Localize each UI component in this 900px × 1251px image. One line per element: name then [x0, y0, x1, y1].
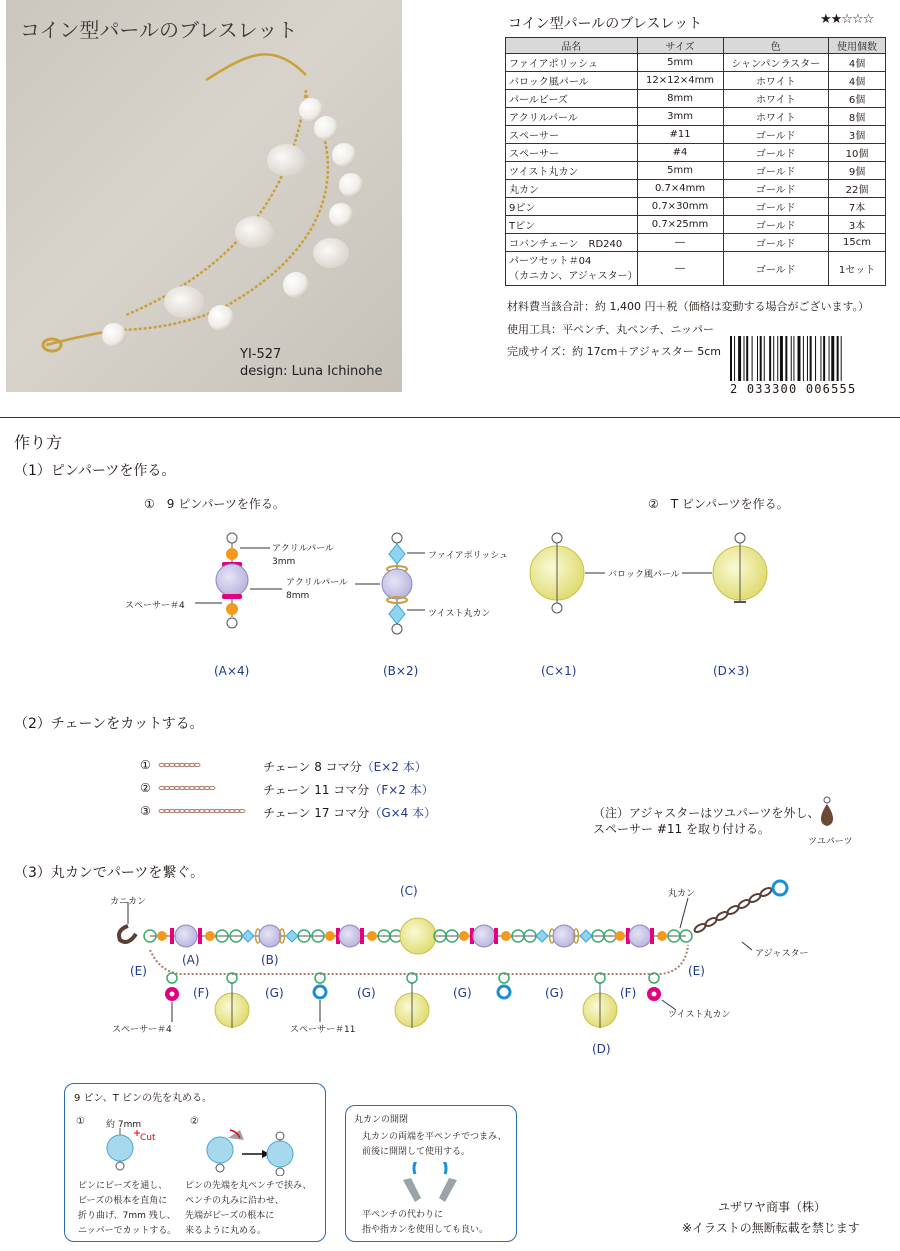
baroque-pearl — [400, 918, 436, 954]
cell-line: パーツセット＃04 — [509, 255, 592, 267]
cell-size: 0.7×30mm — [637, 198, 723, 216]
label-twist-asm: ツイスト丸カン — [668, 1010, 731, 1020]
barcode-bar — [823, 336, 825, 381]
cell-color: ゴールド — [723, 198, 829, 216]
cell-name: スペーサー — [506, 144, 638, 162]
barcode-bar — [746, 336, 748, 381]
copyright-notice: ※イラストの無断転載を禁じます — [682, 1221, 860, 1235]
clasp-icon — [119, 926, 136, 942]
note-line2: スペーサー #11 を取り付ける。 — [593, 822, 770, 836]
fire-polish-bead — [580, 930, 592, 942]
cell-color: ゴールド — [723, 252, 829, 286]
label-twist: ツイスト丸カン — [428, 609, 491, 619]
barcode-bar — [780, 336, 783, 381]
barcode-bar — [744, 336, 745, 381]
tag-b: (B) — [261, 953, 279, 967]
tip-ring-title: 丸カンの開閉 — [354, 1115, 409, 1125]
fire-polish-bead — [286, 930, 298, 942]
cell-size: 5mm — [637, 162, 723, 180]
cell-size: #11 — [637, 126, 723, 144]
barcode-bar — [760, 336, 762, 381]
product-photo — [6, 0, 402, 392]
instructions-heading: 作り方 — [14, 433, 63, 452]
tip-pin-length: 約 7mm — [106, 1120, 142, 1130]
tip-line: 丸カンの両端を平ペンチでつまみ、 — [362, 1132, 507, 1142]
chain-samples — [140, 755, 260, 815]
jump-ring — [167, 973, 177, 983]
company-name: ユザワヤ商事（株） — [718, 1200, 827, 1214]
divider — [0, 417, 900, 418]
flower-center — [170, 992, 175, 997]
cell-color: ゴールド — [723, 162, 829, 180]
barcode-bar — [757, 336, 758, 381]
spacer-4 — [198, 928, 202, 944]
flower-center — [652, 992, 657, 997]
table-row — [506, 234, 886, 252]
cell-qty: 7本 — [829, 198, 886, 216]
leader-line — [680, 898, 688, 928]
tip-line: 平ペンチの代わりに — [362, 1210, 444, 1220]
tip-pin-text1 — [78, 1179, 176, 1239]
fire-polish-bead — [536, 930, 548, 942]
cell-name: 9ピン — [506, 198, 638, 216]
tag-g-2: (G) — [357, 986, 376, 1000]
tag-g-3: (G) — [453, 986, 472, 1000]
label-kanikan: カニカン — [110, 897, 147, 907]
cell-size: 12×12×4mm — [637, 72, 723, 90]
cell-name: パールビーズ — [506, 90, 638, 108]
cell-color: ゴールド — [723, 234, 829, 252]
designer-credit: design: Luna Ichinohe — [240, 364, 383, 379]
cell-line: （カニカン、アジャスター） — [509, 270, 638, 282]
cell-name: ツイスト丸カン — [506, 162, 638, 180]
cell-color: ゴールド — [723, 144, 829, 162]
tip-line: 指や指カンを使用しても良い。 — [362, 1225, 489, 1235]
acrylic-pearl-8mm — [175, 925, 197, 947]
pin-part-a — [216, 533, 248, 628]
caption-c: (C×1) — [541, 664, 577, 678]
cell-color: ゴールド — [723, 216, 829, 234]
header-size: サイズ — [637, 38, 723, 54]
barcode-bar — [777, 336, 778, 381]
pin-part-d — [713, 533, 767, 602]
chain-row-2 — [140, 781, 151, 795]
acrylic-pearl-3mm — [325, 931, 335, 941]
barcode-bar — [764, 336, 765, 381]
chain-tag: （G×4 本） — [369, 806, 437, 820]
barcode-bar — [810, 336, 812, 381]
tip-line: ピンの先端を丸ペンチで挟み、 — [185, 1181, 312, 1191]
cell-qty: 10個 — [829, 144, 886, 162]
chain-tag: （F×2 本） — [369, 783, 434, 797]
label-spacer11-asm: スペーサー＃11 — [290, 1025, 356, 1035]
chain-num-1: ① — [140, 758, 151, 772]
ring-opening-illustration — [385, 1162, 475, 1208]
acrylic-pearl-3mm — [615, 931, 625, 941]
cell-size: 5mm — [637, 54, 723, 72]
table-row — [506, 90, 886, 108]
step3-title: （3）丸カンでパーツを繋ぐ。 — [14, 865, 205, 881]
barcode-bar — [837, 336, 839, 381]
bracelet-illustration — [6, 0, 402, 392]
label-acrylic8-b: 8mm — [286, 591, 310, 601]
tag-d: (D) — [592, 1042, 611, 1056]
table-row — [506, 180, 886, 198]
barcode-number: 2 033300 006555 — [730, 382, 857, 396]
cell-size: #4 — [637, 144, 723, 162]
cell-color: ホワイト — [723, 72, 829, 90]
barcode-bar — [738, 336, 741, 381]
barcode-bar — [730, 336, 732, 381]
chain-text-1 — [263, 758, 427, 775]
acrylic-pearl-3mm — [205, 931, 215, 941]
cell-name — [506, 252, 638, 286]
tip-line: 前後に開閉して使用する。 — [362, 1147, 471, 1157]
acrylic-pearl-8mm — [629, 925, 651, 947]
sheet-title: コイン型パールのブレスレット — [508, 16, 703, 32]
barcode-bar — [803, 336, 804, 381]
cost-text: 材料費当該合計：約 1,400 円＋税（価格は変動する場合がございます。） — [507, 300, 870, 313]
barcode-bar — [791, 336, 792, 381]
table-row — [506, 162, 886, 180]
barcode-bar — [798, 336, 801, 381]
tip-line: 来るように丸める。 — [185, 1226, 267, 1236]
chain-tag: （E×2 本） — [361, 760, 427, 774]
header-name: 品名 — [506, 38, 638, 54]
label-baroque: バロック風パール — [608, 570, 680, 580]
tag-f-left: (F) — [193, 986, 210, 1000]
spacer-4 — [360, 928, 364, 944]
cell-color: ゴールド — [723, 180, 829, 198]
leader-line — [742, 942, 752, 950]
cell-qty: 3本 — [829, 216, 886, 234]
spacer-4 — [650, 928, 654, 944]
tip-line: ビーズの根本を直角に — [78, 1196, 168, 1206]
table-row — [506, 108, 886, 126]
photo-title: コイン型パールのブレスレット — [20, 18, 298, 42]
adjuster-link — [759, 886, 772, 897]
tsuyu-part-icon — [812, 794, 842, 830]
cell-qty: 9個 — [829, 162, 886, 180]
tag-g-1: (G) — [265, 986, 284, 1000]
caption-d: (D×3) — [713, 664, 750, 678]
barcode-bar — [752, 336, 753, 381]
cell-qty: 8個 — [829, 108, 886, 126]
barcode-bar — [831, 336, 834, 381]
spacer-11 — [498, 986, 510, 998]
barcode-bar — [769, 336, 771, 381]
cell-color: ゴールド — [723, 126, 829, 144]
photo-credit — [240, 346, 383, 380]
chain-text-2 — [263, 781, 434, 798]
table-row — [506, 72, 886, 90]
label-acrylic3-b: 3mm — [272, 557, 296, 567]
pin-rounding-illustration — [90, 1126, 310, 1176]
label-marukan: 丸カン — [668, 889, 696, 899]
chain-row-1 — [140, 758, 151, 772]
label-spacer4-asm: スペーサー＃4 — [112, 1025, 172, 1035]
table-row — [506, 198, 886, 216]
tools-text: 使用工具：平ペンチ、丸ペンチ、ニッパー — [507, 323, 715, 336]
table-row — [506, 54, 886, 72]
step1-title: （1）ピンパーツを作る。 — [14, 463, 176, 479]
table-header-row — [506, 38, 886, 54]
spacer-11 — [314, 986, 326, 998]
cell-color: シャンパンラスター — [723, 54, 829, 72]
chain-text: チェーン 17 コマ分 — [263, 806, 370, 820]
label-spacer4: スペーサー＃4 — [125, 601, 185, 611]
cell-color: ホワイト — [723, 90, 829, 108]
materials-table — [505, 37, 886, 286]
tip-line: 折り曲げ、7mm 残し、 — [78, 1211, 176, 1221]
barcode-bar — [807, 336, 808, 381]
tip-pin-title: 9 ピン、T ピンの先を丸める。 — [74, 1093, 213, 1104]
tag-g-4: (G) — [545, 986, 564, 1000]
table-row — [506, 144, 886, 162]
cell-name: スペーサー — [506, 126, 638, 144]
pin-part-c — [530, 533, 584, 613]
table-row — [506, 216, 886, 234]
barcode-bar — [793, 336, 794, 381]
tip-pin-n1: ① — [76, 1116, 85, 1127]
cell-color: ホワイト — [723, 108, 829, 126]
difficulty-stars: ★★☆☆☆ — [820, 12, 874, 27]
tag-e-left: (E) — [130, 964, 147, 978]
barcode-bar — [785, 336, 787, 381]
tip-pin-n2: ② — [190, 1116, 199, 1127]
tag-e-right: (E) — [688, 964, 705, 978]
barcode-bar — [773, 336, 774, 381]
header-color: 色 — [723, 38, 829, 54]
cell-qty: 1セット — [829, 252, 886, 286]
header-qty: 使用個数 — [829, 38, 886, 54]
caption-b: (B×2) — [383, 664, 419, 678]
size-text: 完成サイズ：約 17cm＋アジャスター 5cm — [507, 345, 721, 358]
fire-polish-bead — [242, 930, 254, 942]
product-code: YI-527 — [240, 347, 282, 362]
barcode-bar — [815, 336, 816, 381]
cell-name: バロック風パール — [506, 72, 638, 90]
barcode-bar — [820, 336, 821, 381]
cell-qty: 4個 — [829, 72, 886, 90]
cell-qty: 6個 — [829, 90, 886, 108]
tip-pin-text2 — [185, 1179, 312, 1239]
barcode-bar — [829, 336, 830, 381]
label-acrylic8-a: アクリルパール — [286, 578, 348, 588]
cell-name: ファイアポリッシュ — [506, 54, 638, 72]
chain-row-3 — [140, 804, 151, 818]
note-line1: （注）アジャスターはツユパーツを外し、 — [593, 806, 820, 820]
cell-size: ― — [637, 234, 723, 252]
cell-size: ― — [637, 252, 723, 286]
tip-line: ペンチの丸みに沿わせ、 — [185, 1196, 284, 1206]
tag-c: (C) — [400, 884, 418, 898]
acrylic-pearl-8mm — [339, 925, 361, 947]
tip-ring-text2 — [362, 1208, 488, 1238]
chain-text-3 — [263, 804, 436, 821]
cell-name: 丸カン — [506, 180, 638, 198]
tsuyu-label: ツユパーツ — [808, 837, 853, 847]
table-row — [506, 252, 886, 286]
acrylic-pearl-8mm — [553, 925, 575, 947]
tip-line: ニッパーでカットする。 — [78, 1226, 177, 1236]
cell-size: 0.7×25mm — [637, 216, 723, 234]
tip-line: 先端がビーズの根本に — [185, 1211, 275, 1221]
tag-a: (A) — [182, 953, 200, 967]
table-row — [506, 126, 886, 144]
chain-text: チェーン 8 コマ分 — [263, 760, 362, 774]
cell-size: 3mm — [637, 108, 723, 126]
cell-size: 8mm — [637, 90, 723, 108]
acrylic-pearl-8mm — [259, 925, 281, 947]
barcode-bar — [841, 336, 842, 381]
step1-sub1: ① 9 ピンパーツを作る。 — [144, 497, 285, 511]
cell-qty: 3個 — [829, 126, 886, 144]
acrylic-pearl-3mm — [501, 931, 511, 941]
cell-qty: 4個 — [829, 54, 886, 72]
tip-ring-text1 — [362, 1130, 507, 1160]
cell-qty: 15cm — [829, 234, 886, 252]
acrylic-pearl-3mm — [367, 931, 377, 941]
step2-title: （2）チェーンをカットする。 — [14, 716, 204, 732]
caption-a: (A×4) — [214, 664, 250, 678]
cell-qty: 22個 — [829, 180, 886, 198]
spacer-4 — [170, 928, 174, 944]
cell-size: 0.7×4mm — [637, 180, 723, 198]
barcode — [730, 336, 890, 381]
spacer-4 — [494, 928, 498, 944]
barcode-bar — [734, 336, 735, 381]
chain-num-3: ③ — [140, 804, 151, 818]
tip-pin-cut: Cut — [140, 1133, 156, 1143]
label-acrylic3-a: アクリルパール — [272, 544, 334, 554]
tag-f-right: (F) — [620, 986, 637, 1000]
cell-name: Tピン — [506, 216, 638, 234]
jump-ring — [649, 973, 659, 983]
acrylic-pearl-8mm — [473, 925, 495, 947]
acrylic-pearl-3mm — [657, 931, 667, 941]
acrylic-pearl-3mm — [459, 931, 469, 941]
pin-part-b — [382, 533, 412, 634]
step1-sub2: ② T ピンパーツを作る。 — [648, 497, 789, 511]
chain-num-2: ② — [140, 781, 151, 795]
label-adjuster: アジャスター — [755, 949, 809, 959]
spacer-11 — [773, 881, 787, 895]
acrylic-pearl-3mm — [157, 931, 167, 941]
chain-text: チェーン 11 コマ分 — [263, 783, 370, 797]
cell-name: コバンチェーン RD240 — [506, 234, 638, 252]
label-firepolish: ファイアポリッシュ — [428, 551, 509, 561]
tip-line: ピンにビーズを通し、 — [78, 1181, 168, 1191]
cell-name: アクリルパール — [506, 108, 638, 126]
